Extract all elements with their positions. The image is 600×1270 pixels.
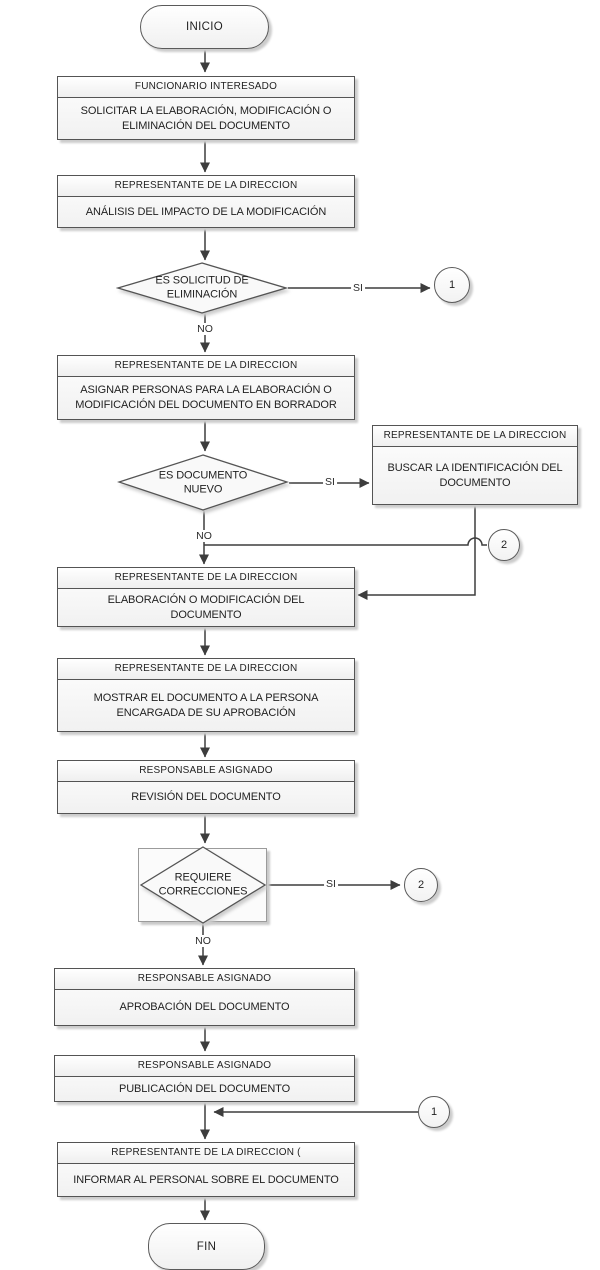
actor-label: RESPONSABLE ASIGNADO	[55, 969, 354, 990]
offpage-connector-1-bottom	[418, 1096, 450, 1128]
branch-label-no-1: NO	[197, 323, 213, 335]
process-mostrar-documento	[57, 658, 355, 732]
process-revision-documento	[57, 760, 355, 814]
action-label: ELABORACIÓN O MODIFICACIÓN DEL DOCUMENTO	[107, 593, 305, 621]
actor-label: RESPONSABLE ASIGNADO	[55, 1056, 354, 1077]
process-elaboracion-modificacion	[57, 567, 355, 627]
connector-number: 1	[430, 1106, 438, 1118]
action-label: PUBLICACIÓN DEL DOCUMENTO	[118, 1082, 291, 1095]
action-label: ASIGNAR PERSONAS PARA LA ELABORACIÓN O MODIFICACIÓN DEL DOCUMENTO EN BORRADOR	[75, 384, 337, 411]
offpage-connector-1-top	[434, 267, 470, 303]
offpage-connector-2-mid	[488, 529, 520, 561]
offpage-connector-2-right	[404, 868, 438, 902]
action-label: MOSTRAR EL DOCUMENTO A LA PERSONA ENCARGADA DE SU APROBACIÓN	[93, 691, 319, 719]
terminal-fin	[148, 1223, 265, 1270]
process-analisis-impacto	[57, 175, 355, 228]
decision-label: ES DOCUMENTO NUEVO	[158, 469, 248, 496]
branch-label-no-3: NO	[195, 935, 211, 947]
terminal-inicio-label: INICIO	[186, 21, 223, 33]
action-label: REVISIÓN DEL DOCUMENTO	[131, 791, 281, 804]
action-label: ANÁLISIS DEL IMPACTO DE LA MODIFICACIÓN	[85, 205, 327, 218]
branch-label-no-2: NO	[196, 530, 212, 542]
terminal-fin-label: FIN	[196, 1240, 217, 1253]
process-asignar-personas	[57, 355, 355, 420]
actor-label: REPRESENTANTE DE LA DIRECCION	[58, 568, 354, 589]
decision-es-solicitud-eliminacion	[116, 262, 288, 314]
action-label: INFORMAR AL PERSONAL SOBRE EL DOCUMENTO	[73, 1173, 339, 1186]
action-label: APROBACIÓN DEL DOCUMENTO	[119, 1001, 290, 1014]
decision-requiere-correcciones	[139, 846, 267, 924]
connector-number: 2	[500, 539, 508, 551]
actor-label: FUNCIONARIO INTERESADO	[58, 77, 354, 98]
connector-number: 2	[417, 879, 425, 891]
branch-label-si-1: SI	[353, 282, 363, 294]
branch-label-si-3: SI	[326, 878, 336, 890]
actor-label: REPRESENTANTE DE LA DIRECCION	[58, 659, 354, 680]
terminal-inicio	[140, 5, 269, 49]
action-label: SOLICITAR LA ELABORACIÓN, MODIFICACIÓN O ELIMINACIÓN DEL DOCUMENTO	[80, 104, 332, 132]
process-aprobacion-documento	[54, 968, 355, 1026]
decision-label: ES SOLICITUD DE ELIMINACIÓN	[155, 274, 249, 301]
decision-es-documento-nuevo	[117, 454, 289, 511]
actor-label: REPRESENTANTE DE LA DIRECCION (	[58, 1143, 354, 1164]
action-label: BUSCAR LA IDENTIFICACIÓN DEL DOCUMENTO	[387, 461, 563, 489]
actor-label: RESPONSABLE ASIGNADO	[58, 761, 354, 782]
decision-label: REQUIERE CORRECCIONES	[158, 871, 248, 898]
actor-label: REPRESENTANTE DE LA DIRECCION	[58, 356, 354, 377]
process-publicacion-documento	[54, 1055, 355, 1102]
process-buscar-identificacion	[372, 425, 578, 505]
process-solicitar-documento	[57, 76, 355, 140]
actor-label: REPRESENTANTE DE LA DIRECCION	[58, 176, 354, 197]
process-informar-personal	[57, 1142, 355, 1197]
branch-label-si-2: SI	[325, 476, 335, 488]
connector-number: 1	[448, 279, 456, 291]
actor-label: REPRESENTANTE DE LA DIRECCION	[373, 426, 577, 447]
